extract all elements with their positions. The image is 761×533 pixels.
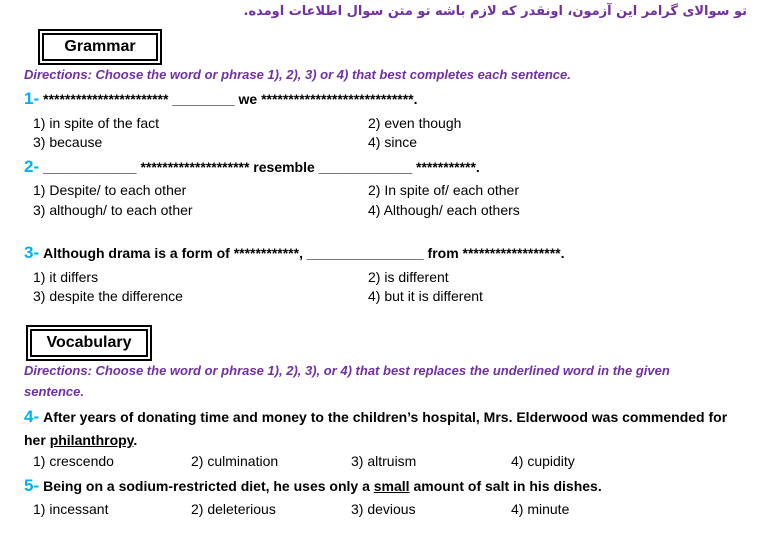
underlined-word: philanthropy (49, 432, 134, 448)
vocabulary-directions-line1: Directions: Choose the word or phrase 1), 2), 3), or 4) that best replaces the underlined word in the given (24, 363, 670, 378)
question-4 (24, 407, 727, 427)
vocabulary-heading: Vocabulary (30, 329, 148, 357)
question-text: Although drama is a form of ************, _______________ from ******************. (43, 245, 565, 261)
option: 2) is different (368, 269, 449, 285)
option: 3) despite the difference (33, 288, 183, 304)
option: 4) Although/ each others (368, 202, 520, 218)
question-text: amount of salt in his dishes. (409, 478, 602, 494)
question-text: her (24, 432, 50, 448)
option: 3) altruism (351, 453, 417, 469)
option: 2) even though (368, 115, 462, 131)
question-number: 3- (24, 243, 40, 262)
persian-note: تو سوالای گرامر این آزمون، اونقدر که لازم باشه تو متن سوال اطلاعات اومده. (243, 4, 747, 19)
option: 1) incessant (33, 501, 109, 517)
question-5 (24, 476, 602, 496)
option: 2) culmination (191, 453, 279, 469)
vocabulary-directions-line2: sentence. (24, 384, 84, 399)
question-number: 2- (24, 157, 40, 176)
option: 1) Despite/ to each other (33, 182, 187, 198)
question-number: 1- (24, 89, 40, 108)
option: 1) crescendo (33, 453, 114, 469)
question-text: ____________ ******************** resemble ____________ ***********. (43, 159, 480, 175)
question-text: . (133, 432, 138, 448)
option: 4) but it is different (368, 288, 483, 304)
option: 4) minute (511, 501, 570, 517)
question-number: 5- (24, 476, 40, 495)
question-3 (24, 243, 565, 263)
option: 3) because (33, 134, 103, 150)
option: 1) it differs (33, 269, 99, 285)
option: 4) since (368, 134, 418, 150)
question-4-line2 (24, 432, 137, 448)
question-2 (24, 157, 480, 177)
underlined-word: small (373, 478, 410, 494)
grammar-directions: Directions: Choose the word or phrase 1), 2), 3) or 4) that best completes each sentence. (24, 67, 571, 82)
question-number: 4- (24, 407, 40, 426)
option: 4) cupidity (511, 453, 575, 469)
grammar-heading-box (38, 29, 162, 65)
grammar-heading: Grammar (42, 33, 158, 61)
option: 2) deleterious (191, 501, 276, 517)
question-1 (24, 89, 418, 109)
question-text: Being on a sodium-restricted diet, he uses only a (43, 478, 374, 494)
option: 3) although/ to each other (33, 202, 193, 218)
option: 2) In spite of/ each other (368, 182, 519, 198)
vocabulary-heading-box (26, 325, 152, 361)
option: 3) devious (351, 501, 416, 517)
question-text: After years of donating time and money to the children’s hospital, Mrs. Elderwood was commended for (43, 409, 728, 425)
question-text: *********************** ________ we ****************************. (43, 91, 418, 107)
option: 1) in spite of the fact (33, 115, 160, 131)
